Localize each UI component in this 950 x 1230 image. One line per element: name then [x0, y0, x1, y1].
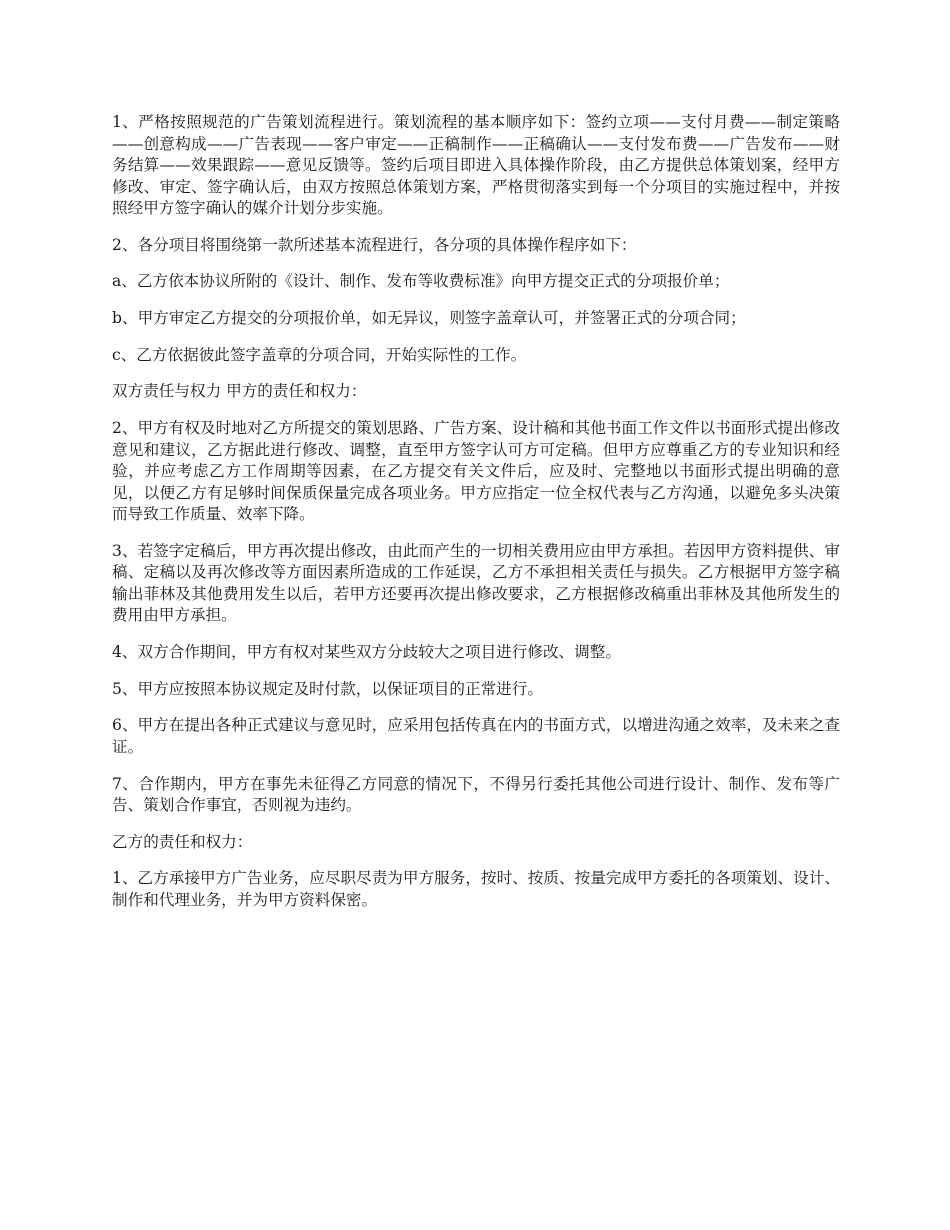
paragraph-party-a-item-5: 5、甲方应按照本协议规定及时付款，以保证项目的正常进行。	[112, 679, 543, 698]
paragraph-step-b: b、甲方审定乙方提交的分项报价单，如无异议，则签字盖章认可，并签署正式的分项合同；	[112, 309, 746, 328]
paragraph-party-a-item-4: 4、双方合作期间，甲方有权对某些双方分歧较大之项目进行修改、调整。	[112, 643, 621, 661]
paragraph-party-a-item-3: 3、若签字定稿后，甲方再次提出修改，由此而产生的一切相关费用应由甲方承担。若因甲方资料提供、审稿、定稿以及再次修改等方面因素所造成的工作延误，乙方不承担相关责任与损失。乙方根据甲方签字稿输出菲林及其他费用发生以后，若甲方还要再次提出修改要求，乙方根据修改稿重出菲林及其他所发生的费用由甲方承担。	[112, 541, 840, 625]
paragraph-step-a: a、乙方依本协议所附的《设计、制作、发布等收费标准》向甲方提交正式的分项报价单；	[112, 272, 730, 291]
paragraph-party-b-item-1: 1、乙方承接甲方广告业务，应尽职尽责为甲方服务，按时、按质、按量完成甲方委托的各项策划、设计、制作和代理业务，并为甲方资料保密。	[112, 869, 840, 909]
paragraph-party-a-item-6: 6、甲方在提出各种正式建议与意见时，应采用包括传真在内的书面方式，以增进沟通之效率，及未来之查证。	[112, 716, 840, 756]
document-body	[112, 112, 840, 927]
section-heading-party-b: 乙方的责任和权力：	[112, 832, 253, 851]
paragraph-party-a-item-7: 7、合作期内，甲方在事先未征得乙方同意的情况下，不得另行委托其他公司进行设计、制作、发布等广告、策划合作事宜，否则视为违约。	[112, 774, 840, 815]
section-heading-party-a: 双方责任与权力 甲方的责任和权力：	[112, 382, 367, 401]
paragraph-sub-projects: 2、各分项目将围绕第一款所述基本流程进行，各分项的具体操作程序如下：	[112, 235, 637, 254]
paragraph-step-c: c、乙方依据彼此签字盖章的分项合同，开始实际性的工作。	[112, 345, 527, 364]
paragraph-party-a-item-2: 2、甲方有权及时地对乙方所提交的策划思路、广告方案、设计稿和其他书面工作文件以书面形式提出修改意见和建议，乙方据此进行修改、调整，直至甲方签字认可方可定稿。但甲方应尊重乙方的专业知识和经验，并应考虑乙方工作周期等因素，在乙方提交有关文件后，应及时、完整地以书面形式提出明确的意见，以便乙方有足够时间保质保量完成各项业务。甲方应指定一位全权代表与乙方沟通，以避免多头决策而导致工作质量、效率下降。	[112, 419, 840, 524]
paragraph-process-order: 1、严格按照规范的广告策划流程进行。策划流程的基本顺序如下：签约立项——支付月费——制定策略——创意构成——广告表现——客户审定——正稿制作——正稿确认——支付发布费——广告发布——财务结算——效果跟踪——意见反馈等。签约后项目即进入具体操作阶段，由乙方提供总体策划案，经甲方修改、审定、签字确认后，由双方按照总体策划方案，严格贯彻落实到每一个分项目的实施过程中，并按照经甲方签字确认的媒介计划分步实施。	[112, 113, 840, 217]
